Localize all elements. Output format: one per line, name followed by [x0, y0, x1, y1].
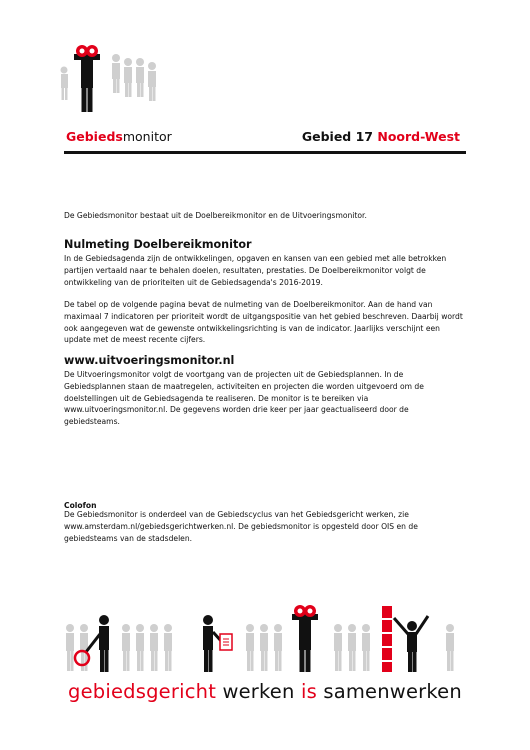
- intro-text: De Gebiedsmonitor bestaat uit de Doelbereikmonitor en de Uitvoeringsmonitor.: [64, 211, 367, 220]
- nulmeting-paragraph-1: In de Gebiedsagenda zijn de ontwikkelingen, opgaven en kansen van een gebied met alle betrokken partijen vertaald naar te behalen doelen, resultaten, prestaties. De Doelbereikmonitor volgt de ontwikkeling van de prioriteiten uit de Gebiedsagenda's 2016-2019.: [64, 254, 447, 287]
- brand-title: [66, 129, 172, 144]
- nulmeting-paragraph-2: De tabel op de volgende pagina bevat de nulmeting van de Doelbereikmonitor. Aan de hand van maximaal 7 indicatoren per prioriteit wordt de uitgangspositie van het gebied beschreven. Daarbij wordt ook aangegeven wat de gewenste ontwikkelingsrichting is van de indicator. Jaarlijks verschijnt een update met de meest recente cijfers.: [64, 300, 463, 345]
- area-prefix: Gebied 17: [301, 129, 374, 144]
- brand-title-black: monitor: [122, 129, 172, 144]
- uitvoeringsmonitor-paragraph: De Uitvoeringsmonitor volgt de voortgang van de projecten uit de Gebiedsplannen. In de Gebiedsplannen staan de maatregelen, activiteiten en projecten die worden uitgevoerd om de doelstellingen uit de Gebiedsagenda te realiseren. De monitor is te bereiken via www.uitvoeringsmonitor.nl. De gegevens worden drie keer per jaar geactualiseerd door de gebiedsteams.: [64, 370, 424, 427]
- slogan: [68, 680, 462, 703]
- section-heading-nulmeting: Nulmeting Doelbereikmonitor: [64, 238, 252, 251]
- header-figures-logo: [58, 40, 168, 120]
- area-name: Noord-West: [377, 129, 460, 144]
- slogan-part-1: gebiedsgericht: [68, 680, 217, 703]
- section-heading-uitvoeringsmonitor: www.uitvoeringsmonitor.nl: [64, 354, 235, 367]
- colofon-title: Colofon: [64, 501, 97, 510]
- area-title: [302, 129, 460, 144]
- slogan-part-2: werken: [216, 680, 301, 703]
- colofon-text: De Gebiedsmonitor is onderdeel van de Gebiedscyclus van het Gebiedsgericht werken, zie www.amsterdam.nl/gebiedsgerichtwerken.nl. De gebiedsmonitor is opgesteld door OIS en de gebiedsteams van de stadsdelen.: [64, 510, 418, 543]
- footer-figures-illustration: [60, 600, 470, 680]
- header-divider: [64, 151, 466, 154]
- brand-title-red: Gebieds: [66, 129, 123, 144]
- slogan-part-4: samenwerken: [316, 680, 462, 703]
- slogan-part-3: is: [300, 680, 317, 703]
